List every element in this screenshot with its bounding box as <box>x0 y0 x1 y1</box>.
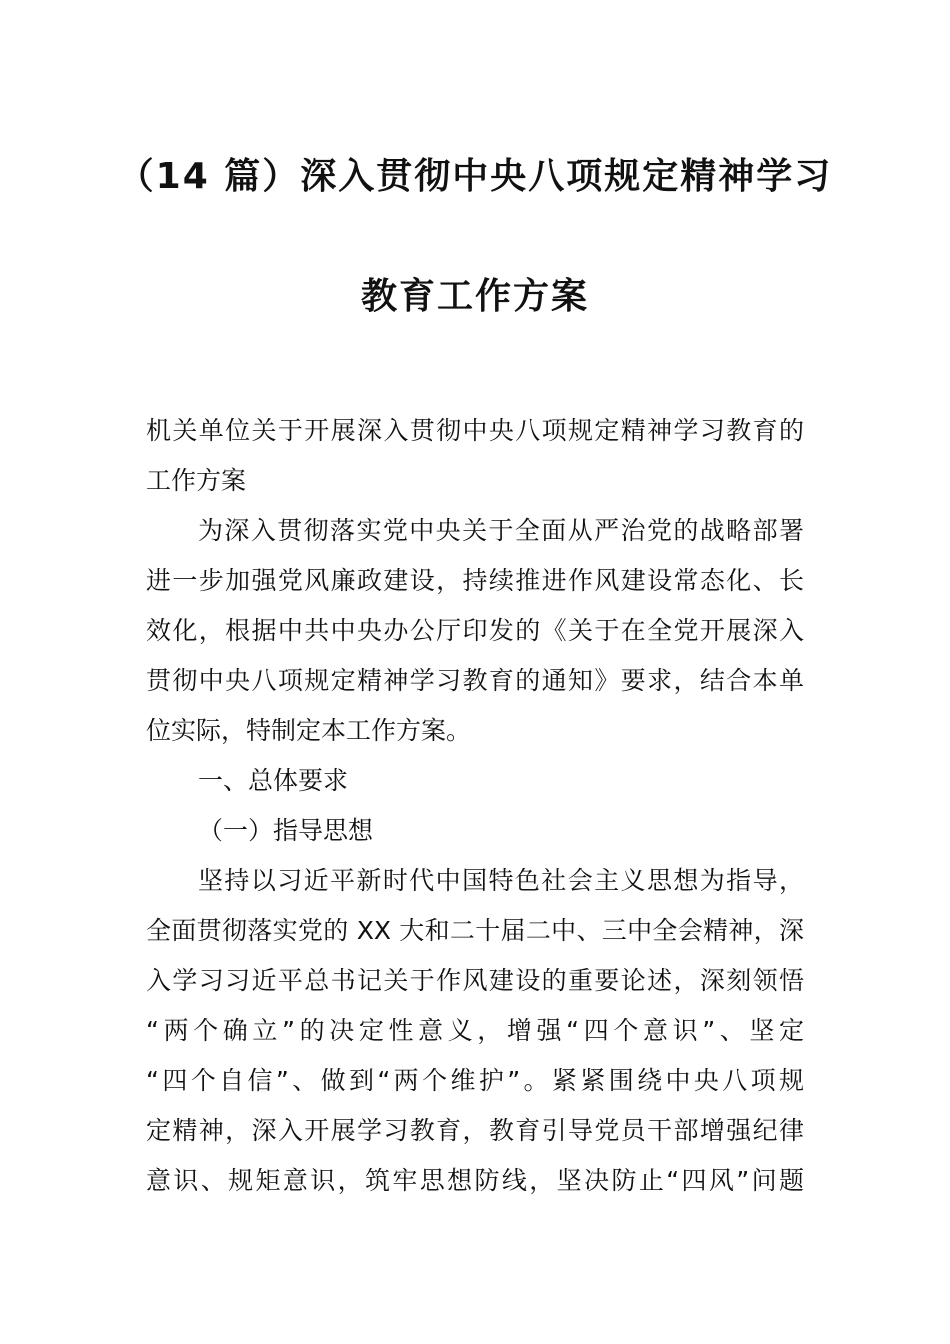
paragraph-line: 坚持以习近平新时代中国特色社会主义思想为指导， <box>198 866 804 895</box>
paragraph-line: “四个自信”、做到“两个维护”。紧紧围绕中央八项规 <box>146 1066 804 1095</box>
heading-line: 机关单位关于开展深入贯彻中央八项规定精神学习教育的 <box>146 416 804 445</box>
paragraph-line: 进一步加强党风廉政建设，持续推进作风建设常态化、长 <box>146 566 804 595</box>
paragraph-line: 全面贯彻落实党的 XX 大和二十届二中、三中全会精神，深 <box>146 916 804 945</box>
document-title-line-1: （14 篇）深入贯彻中央八项规定精神学习 <box>117 156 833 197</box>
paragraph-line: 意识、规矩意识，筑牢思想防线，坚决防止“四风”问题 <box>146 1166 804 1195</box>
paragraph-line: 效化，根据中共中央办公厅印发的《关于在全党开展深入 <box>146 616 804 645</box>
heading-line: 工作方案 <box>146 466 247 495</box>
paragraph-line: 入学习习近平总书记关于作风建设的重要论述，深刻领悟 <box>146 966 804 995</box>
subsection-heading: （一）指导思想 <box>198 816 374 845</box>
section-heading: 一、总体要求 <box>198 766 349 795</box>
paragraph-line: “两个确立”的决定性意义，增强“四个意识”、坚定 <box>146 1016 804 1045</box>
document-title-line-2: 教育工作方案 <box>360 276 589 317</box>
paragraph-line: 定精神，深入开展学习教育，教育引导党员干部增强纪律 <box>146 1116 804 1145</box>
paragraph-line: 位实际，特制定本工作方案。 <box>146 716 472 745</box>
paragraph-line: 为深入贯彻落实党中央关于全面从严治党的战略部署 <box>198 516 804 545</box>
paragraph-line: 贯彻中央八项规定精神学习教育的通知》要求，结合本单 <box>146 666 804 695</box>
